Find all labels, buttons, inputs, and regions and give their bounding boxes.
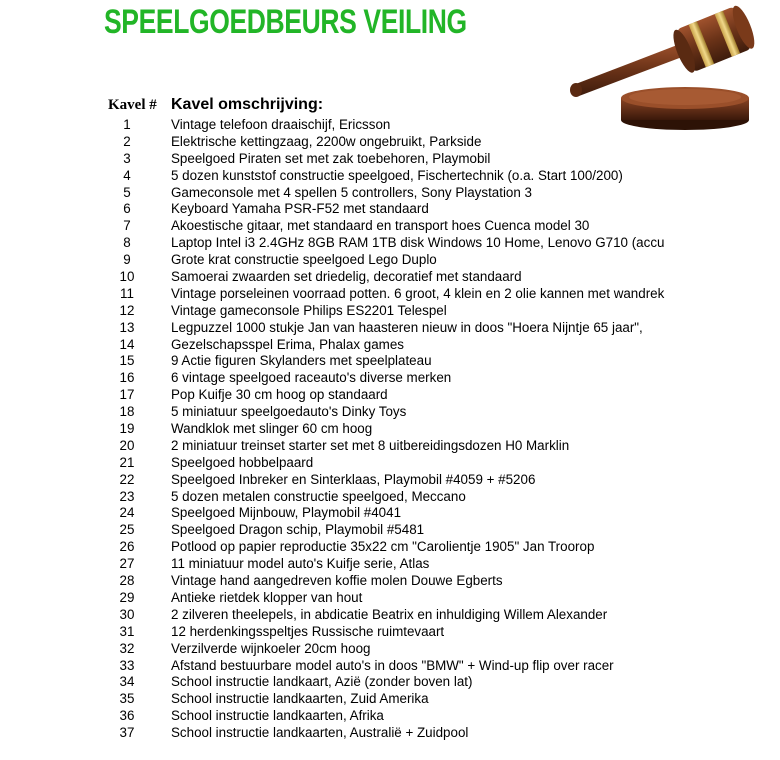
- lot-number: 15: [119, 353, 135, 369]
- lot-description: Speelgoed hobbelpaard: [171, 454, 314, 470]
- lot-number: 33: [119, 657, 135, 673]
- lot-row: [0, 708, 780, 725]
- lot-row: [0, 573, 780, 590]
- lot-description: Grote krat constructie speelgoed Lego Duplo: [171, 252, 437, 268]
- lot-description: Wandklok met slinger 60 cm hoog: [171, 421, 373, 437]
- lot-description: Speelgoed Piraten set met zak toebehoren, Playmobil: [171, 150, 491, 166]
- lot-row: [0, 387, 780, 404]
- lot-row: [0, 421, 780, 438]
- lot-number: 5: [123, 184, 131, 200]
- lot-description: Keyboard Yamaha PSR-F52 met standaard: [171, 201, 429, 217]
- lot-description: 6 vintage speelgoed raceauto's diverse merken: [171, 370, 452, 386]
- lot-description: Legpuzzel 1000 stukje Jan van haasteren nieuw in doos "Hoera Nijntje 65 jaar",: [171, 319, 643, 335]
- lot-list: [0, 117, 780, 742]
- lot-description: 5 dozen kunststof constructie speelgoed, Fischertechnik (o.a. Start 100/200): [171, 167, 623, 183]
- lot-description: Gameconsole met 4 spellen 5 controllers, Sony Playstation 3: [171, 184, 532, 200]
- lot-description: Vintage porseleinen voorraad potten. 6 groot, 4 klein en 2 olie kannen met wandrek: [171, 285, 665, 301]
- lot-number: 2: [123, 133, 131, 149]
- lot-row: [0, 472, 780, 489]
- lot-row: [0, 185, 780, 202]
- lot-row: [0, 489, 780, 506]
- lot-number: 36: [119, 708, 135, 724]
- column-header-kavel-description: Kavel omschrijving:: [171, 96, 324, 113]
- lot-number: 24: [119, 505, 135, 521]
- lot-description: 9 Actie figuren Skylanders met speelplateau: [171, 353, 432, 369]
- lot-description: 11 miniatuur model auto's Kuifje serie, Atlas: [171, 556, 430, 572]
- lot-number: 16: [119, 370, 135, 386]
- lot-row: [0, 658, 780, 675]
- lot-row: [0, 505, 780, 522]
- lot-description: Verzilverde wijnkoeler 20cm hoog: [171, 640, 371, 656]
- lot-row: [0, 286, 780, 303]
- lot-description: 2 zilveren theelepels, in abdicatie Beatrix en inhuldiging Willem Alexander: [171, 606, 608, 622]
- lot-description: Elektrische kettingzaag, 2200w ongebruikt, Parkside: [171, 133, 482, 149]
- lot-description: School instructie landkaarten, Afrika: [171, 708, 384, 724]
- lot-row: [0, 556, 780, 573]
- lot-row: [0, 691, 780, 708]
- lot-row: [0, 320, 780, 337]
- lot-number: 23: [119, 488, 135, 504]
- lot-row: [0, 117, 780, 134]
- lot-description: Speelgoed Mijnbouw, Playmobil #4041: [171, 505, 402, 521]
- lot-row: [0, 353, 780, 370]
- lot-number: 9: [123, 252, 131, 268]
- lot-description: Pop Kuifje 30 cm hoog op standaard: [171, 387, 388, 403]
- lot-description: Samoerai zwaarden set driedelig, decoratief met standaard: [171, 269, 522, 285]
- lot-row: [0, 235, 780, 252]
- lot-number: 8: [123, 235, 131, 251]
- lot-description: Vintage hand aangedreven koffie molen Douwe Egberts: [171, 573, 503, 589]
- lot-number: 30: [119, 606, 135, 622]
- lot-description: Laptop Intel i3 2.4GHz 8GB RAM 1TB disk Windows 10 Home, Lenovo G710 (accu: [171, 235, 665, 251]
- lot-description: 12 herdenkingsspeltjes Russische ruimtevaart: [171, 623, 445, 639]
- lot-row: [0, 725, 780, 742]
- lot-description: School instructie landkaarten, Australië + Zuidpool: [171, 725, 469, 741]
- lot-number: 14: [119, 336, 135, 352]
- lot-number: 35: [119, 691, 135, 707]
- lot-row: [0, 438, 780, 455]
- lot-row: [0, 337, 780, 354]
- column-header-kavel-number: Kavel #: [108, 97, 157, 113]
- lot-number: 17: [119, 387, 135, 403]
- lot-number: 11: [120, 285, 134, 301]
- lot-description: Afstand bestuurbare model auto's in doos "BMW" + Wind-up flip over racer: [171, 657, 614, 673]
- lot-description: 5 miniatuur speelgoedauto's Dinky Toys: [171, 404, 407, 420]
- lot-description: Potlood op papier reproductie 35x22 cm "Carolientje 1905" Jan Troorop: [171, 539, 595, 555]
- lot-number: 20: [119, 437, 135, 453]
- lot-description: Vintage telefoon draaischijf, Ericsson: [171, 117, 391, 132]
- lot-row: [0, 168, 780, 185]
- lot-row: [0, 370, 780, 387]
- lot-row: [0, 269, 780, 286]
- lot-number: 18: [119, 404, 135, 420]
- lot-number: 21: [119, 454, 135, 470]
- lot-description: School instructie landkaarten, Zuid Amerika: [171, 691, 429, 707]
- lot-number: 12: [119, 302, 135, 318]
- lot-description: Vintage gameconsole Philips ES2201 Telespel: [171, 302, 447, 318]
- lot-number: 25: [119, 522, 135, 538]
- lot-description: Akoestische gitaar, met standaard en transport hoes Cuenca model 30: [171, 218, 590, 234]
- lot-row: [0, 252, 780, 269]
- lot-number: 28: [119, 573, 135, 589]
- lot-number: 29: [119, 589, 135, 605]
- lot-number: 6: [123, 201, 131, 217]
- lot-row: [0, 607, 780, 624]
- lot-description: 2 miniatuur treinset starter set met 8 uitbereidingsdozen H0 Marklin: [171, 437, 570, 453]
- lot-row: [0, 674, 780, 691]
- lot-row: [0, 218, 780, 235]
- page-title: SPEELGOEDBEURS VEILING: [104, 3, 467, 41]
- lot-description: Antieke rietdek klopper van hout: [171, 589, 363, 605]
- lot-number: 19: [119, 421, 135, 437]
- lot-number: 31: [119, 623, 135, 639]
- lot-row: [0, 455, 780, 472]
- lot-description: Speelgoed Dragon schip, Playmobil #5481: [171, 522, 425, 538]
- lot-row: [0, 134, 780, 151]
- lot-row: [0, 641, 780, 658]
- lot-description: School instructie landkaart, Azië (zonder boven lat): [171, 674, 473, 690]
- lot-number: 7: [123, 218, 131, 234]
- lot-number: 34: [119, 674, 135, 690]
- lot-description: Gezelschapsspel Erima, Phalax games: [171, 336, 404, 352]
- lot-row: [0, 404, 780, 421]
- lot-number: 3: [123, 150, 131, 166]
- lot-number: 13: [119, 319, 135, 335]
- lot-row: [0, 522, 780, 539]
- lot-description: Speelgoed Inbreker en Sinterklaas, Playmobil #4059 + #5206: [171, 471, 536, 487]
- lot-number: 22: [119, 471, 135, 487]
- lot-number: 4: [123, 167, 131, 183]
- lot-row: [0, 201, 780, 218]
- lot-row: [0, 151, 780, 168]
- lot-number: 37: [119, 725, 135, 741]
- lot-number: 10: [119, 269, 135, 285]
- lot-number: 1: [123, 117, 131, 132]
- lot-row: [0, 303, 780, 320]
- gavel-icon: [565, 2, 775, 132]
- lot-row: [0, 539, 780, 556]
- lot-number: 32: [119, 640, 135, 656]
- lot-row: [0, 590, 780, 607]
- lot-row: [0, 624, 780, 641]
- lot-description: 5 dozen metalen constructie speelgoed, Meccano: [171, 488, 466, 504]
- lot-number: 27: [119, 556, 135, 572]
- lot-number: 26: [119, 539, 135, 555]
